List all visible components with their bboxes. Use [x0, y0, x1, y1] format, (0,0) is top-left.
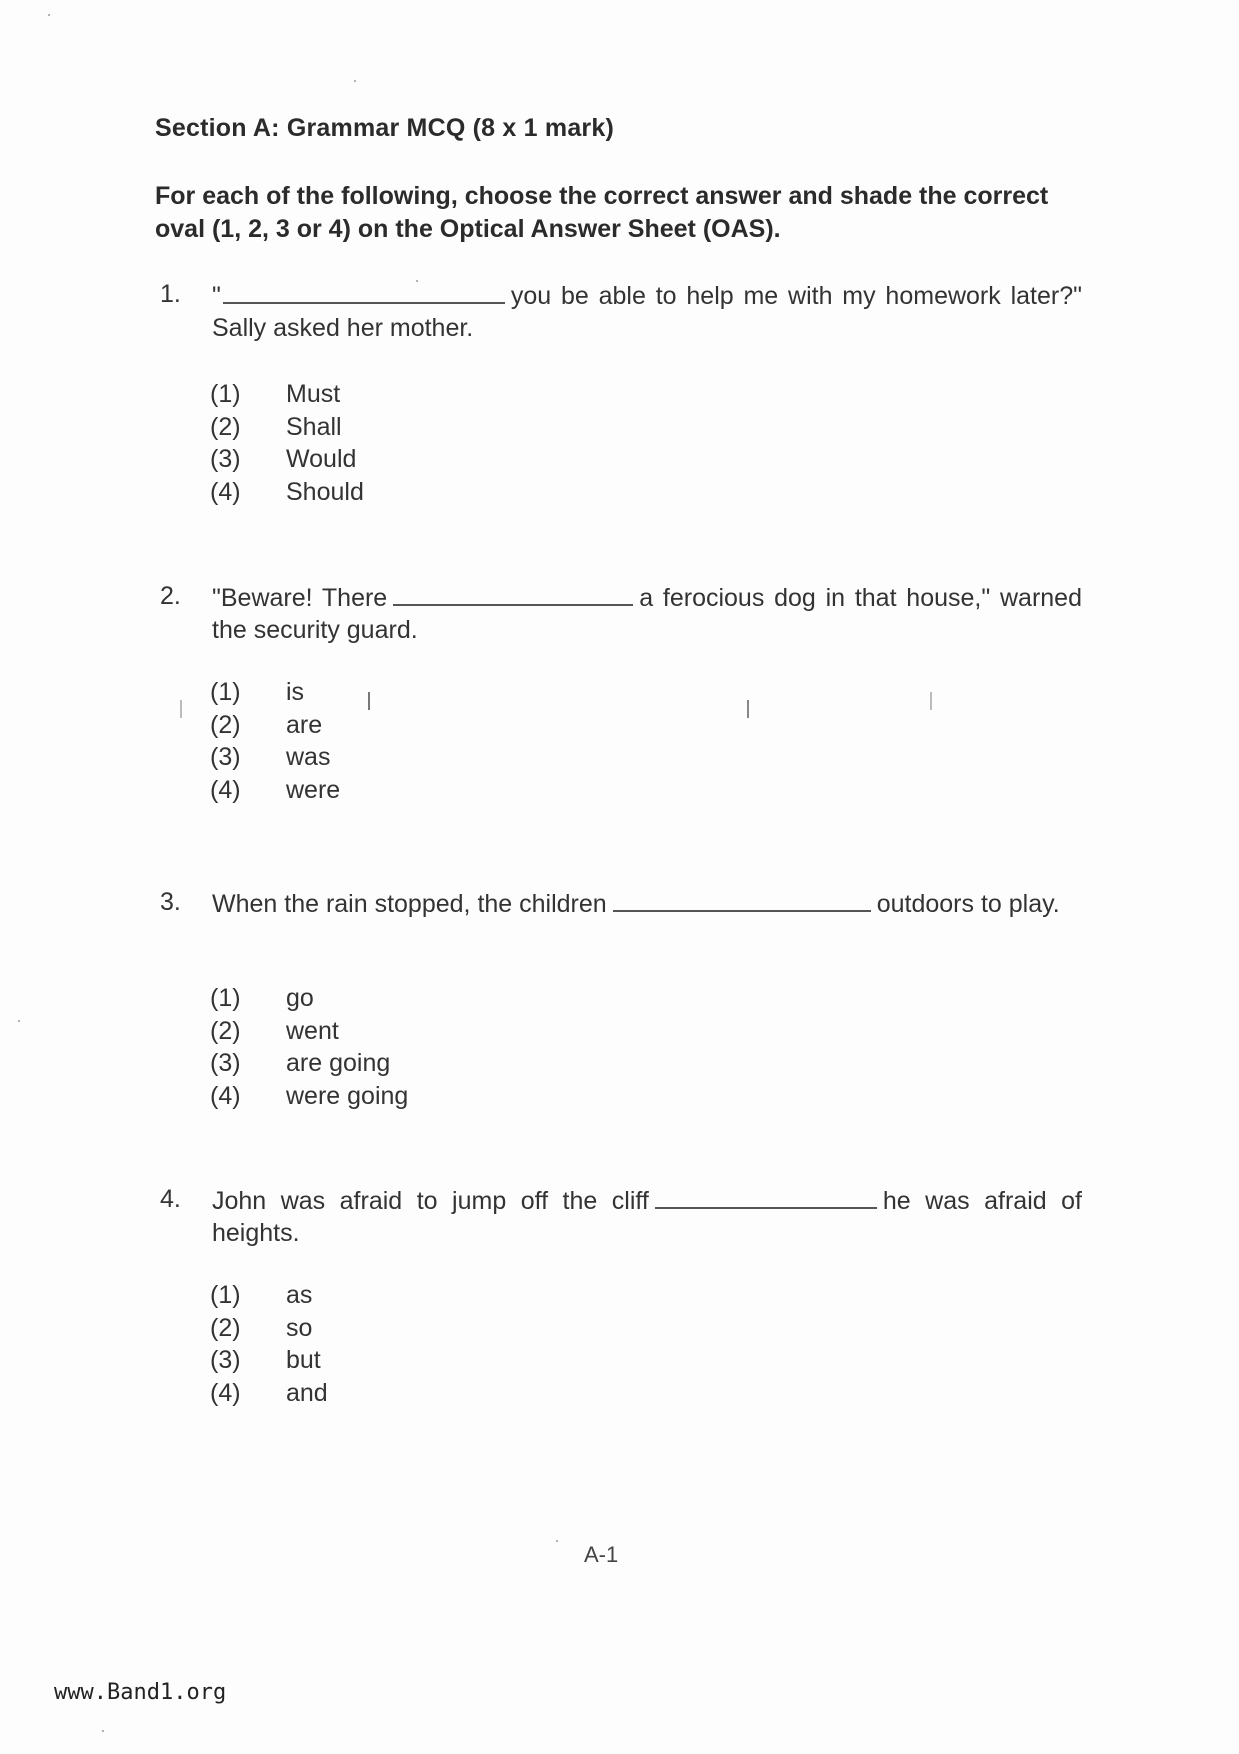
question-number: 4. [160, 1185, 181, 1213]
scan-mark [930, 692, 932, 710]
answer-blank [655, 1185, 877, 1209]
option [210, 743, 610, 776]
answer-blank [613, 888, 871, 912]
option [210, 445, 610, 478]
option-number: (4) [210, 477, 241, 506]
scan-speck [556, 1540, 558, 1542]
option-text: Must [286, 380, 341, 408]
option [210, 711, 610, 744]
question-text-after: he was afraid of heights. [212, 1187, 1082, 1247]
question-text [212, 888, 1082, 920]
option [210, 1314, 610, 1347]
options-list [210, 984, 610, 1114]
option-number: (2) [210, 1016, 241, 1045]
page-number: A-1 [584, 1542, 619, 1567]
scan-mark [747, 700, 749, 718]
option-number: (4) [210, 1081, 241, 1110]
scan-speck [18, 1020, 20, 1022]
question-text [212, 280, 1082, 344]
question-text [212, 582, 1082, 646]
scan-mark [180, 700, 182, 718]
option-text: was [286, 743, 331, 771]
option-number: (3) [210, 445, 241, 473]
option-number: (3) [210, 1346, 241, 1374]
option [210, 380, 610, 413]
scan-mark [368, 692, 370, 710]
option [210, 1017, 610, 1050]
option [210, 1379, 610, 1412]
question-text-after: outdoors to play. [876, 890, 1060, 918]
answer-blank [223, 280, 505, 304]
option [210, 413, 610, 446]
section-title: Section A: Grammar MCQ (8 x 1 mark) [155, 114, 614, 142]
option [210, 1049, 610, 1082]
option-number: (1) [210, 678, 241, 706]
option-number: (2) [210, 1313, 241, 1342]
option [210, 1082, 610, 1115]
question-number: 3. [160, 888, 181, 916]
answer-blank [393, 582, 633, 606]
option-text: and [286, 1378, 328, 1407]
option [210, 1346, 610, 1379]
question-text-before: " [212, 282, 221, 310]
option-number: (1) [210, 984, 241, 1012]
question-text-before: "Beware! There [212, 584, 388, 612]
option-text: so [286, 1313, 313, 1342]
option-text: go [286, 984, 314, 1012]
option-number: (2) [210, 412, 241, 441]
option-text: went [286, 1016, 339, 1045]
options-list [210, 380, 610, 510]
option-text: are going [286, 1049, 391, 1077]
option-text: as [286, 1281, 313, 1309]
option-number: (4) [210, 775, 241, 804]
option [210, 1281, 610, 1314]
scan-speck [48, 14, 50, 16]
question-text-after: a ferocious dog in that house," warned the security guard. [212, 584, 1082, 644]
option-text: but [286, 1346, 321, 1374]
option-text: Shall [286, 412, 342, 441]
scan-speck [416, 280, 418, 282]
option-text: is [286, 678, 305, 706]
option [210, 478, 610, 511]
option-number: (3) [210, 1049, 241, 1077]
question-text [212, 1185, 1082, 1249]
option-number: (4) [210, 1378, 241, 1407]
scan-speck [102, 1730, 104, 1732]
option [210, 776, 610, 809]
option-number: (1) [210, 380, 241, 408]
question-number: 1. [160, 280, 181, 308]
option-number: (1) [210, 1281, 241, 1309]
option-text: were [286, 775, 341, 804]
option-text: are [286, 710, 323, 739]
question-text-after: you be able to help me with my homework later?" Sally asked her mother. [212, 282, 1082, 342]
option-text: Would [286, 445, 357, 473]
option-text: Should [286, 477, 364, 506]
scan-speck [354, 80, 356, 82]
option-text: were going [286, 1081, 409, 1110]
options-list [210, 678, 610, 808]
option [210, 984, 610, 1017]
option [210, 678, 610, 711]
option-number: (3) [210, 743, 241, 771]
watermark: www.Band1.org [54, 1680, 227, 1705]
options-list [210, 1281, 610, 1411]
option-number: (2) [210, 710, 241, 739]
question-text-before: When the rain stopped, the children [212, 890, 607, 918]
instructions: For each of the following, choose the correct answer and shade the correct oval (1, 2, 3 or 4) on the Optical Answer Sheet (OAS). [155, 182, 1049, 243]
question-text-before: John was afraid to jump off the cliff [212, 1187, 649, 1215]
question-number: 2. [160, 582, 181, 610]
